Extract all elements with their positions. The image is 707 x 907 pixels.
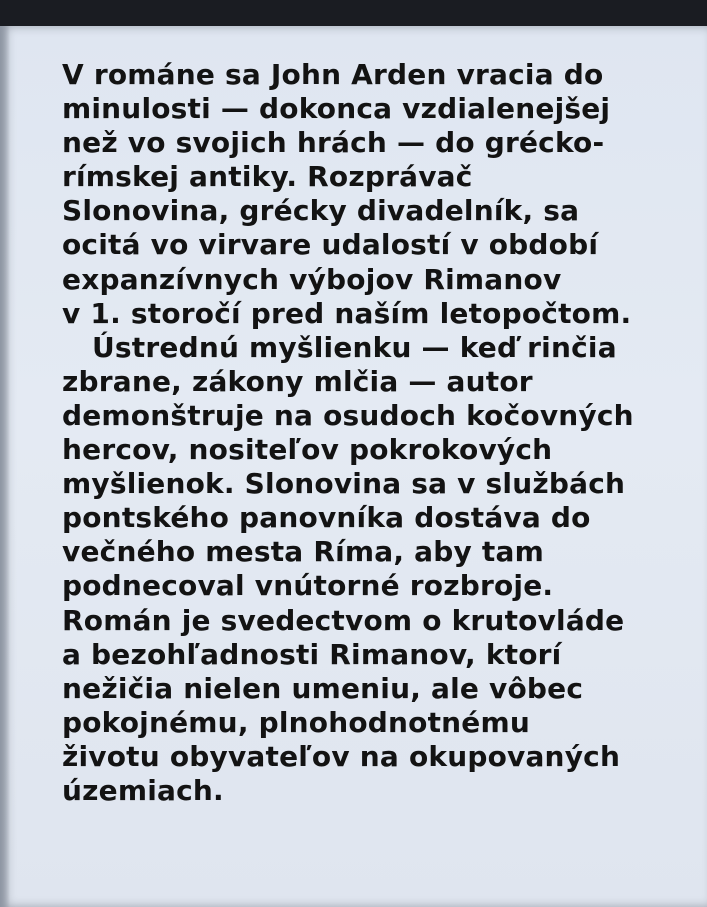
blurb-line: hercov, nositeľov pokrokových — [62, 433, 553, 467]
blurb-line: pontského panovníka dostáva do — [62, 501, 591, 535]
blurb-line: Slonovina, grécky divadelník, sa — [62, 194, 580, 228]
blurb-line: životu obyvateľov na okupovaných — [62, 739, 621, 773]
blurb-line: zbrane, zákony mlčia — autor — [62, 364, 533, 398]
blurb-line: pokojnému, plnohodnotnému — [62, 705, 531, 739]
book-back-cover — [0, 26, 707, 907]
blurb-line: ocitá vo virvare udalostí v období — [62, 228, 599, 262]
blurb-line: podnecoval vnútorné rozbroje. — [62, 569, 554, 603]
blurb-line: územiach. — [62, 773, 224, 807]
blurb-line: V románe sa John Arden vracia do — [62, 58, 604, 91]
blurb-line: minulosti — dokonca vzdialenejšej — [62, 92, 611, 126]
blurb-line: než vo svojich hrách — do grécko- — [62, 126, 605, 160]
blurb-line: expanzívnych výbojov Rimanov — [62, 262, 562, 296]
blurb-line: Román je svedectvom o krutovláde — [62, 603, 625, 637]
blurb-line-paragraph-start: Ústrednú myšlienku — keď rinčia — [92, 330, 617, 364]
blurb-line: nežičia nielen umeniu, ale vôbec — [62, 671, 584, 705]
blurb-line: a bezohľadnosti Rimanov, ktorí — [62, 637, 562, 671]
blurb-line: myšlienok. Slonovina sa v službách — [62, 467, 626, 501]
blurb-line: rímskej antiky. Rozprávač — [62, 160, 473, 194]
blurb-line: v 1. storočí pred naším letopočtom. — [62, 296, 632, 330]
blurb-text — [62, 58, 662, 808]
blurb-line: demonštruje na osudoch kočovných — [62, 398, 634, 432]
blurb-line: večného mesta Ríma, aby tam — [62, 535, 544, 569]
